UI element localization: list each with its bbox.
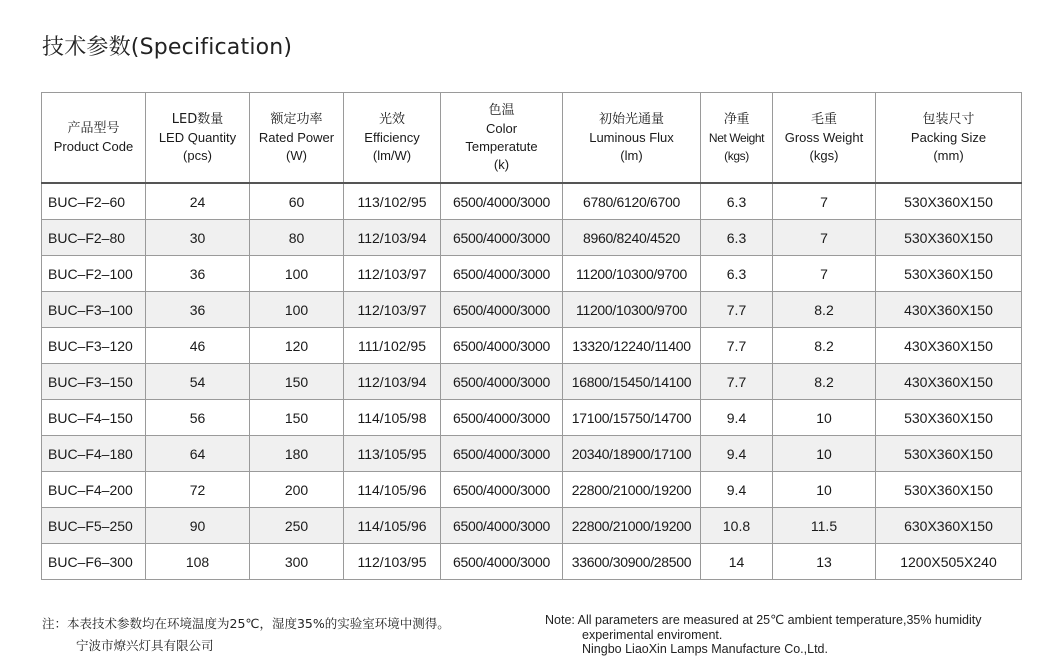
english-note-line1: Note: All parameters are measured at 25℃ ambient temperature,35% humidity: [545, 613, 982, 627]
cell-luminous-flux: 11200/10300/9700: [563, 256, 701, 292]
cell-rated-power: 150: [250, 364, 344, 400]
header-led-quantity: LED数量 LED Quantity (pcs): [146, 93, 250, 184]
cell-packing-size: 430X360X150: [876, 364, 1022, 400]
cell-product-code: BUC–F4–150: [42, 400, 146, 436]
cell-packing-size: 630X360X150: [876, 508, 1022, 544]
table-row: [42, 508, 1022, 544]
chinese-note: [42, 613, 450, 657]
cell-gross-weight: 7: [773, 220, 876, 256]
cell-net-weight: 6.3: [701, 183, 773, 220]
cell-gross-weight: 11.5: [773, 508, 876, 544]
cell-rated-power: 80: [250, 220, 344, 256]
cell-led-quantity: 72: [146, 472, 250, 508]
cell-color-temperature: 6500/4000/3000: [441, 544, 563, 580]
cell-packing-size: 430X360X150: [876, 292, 1022, 328]
cell-product-code: BUC–F2–60: [42, 183, 146, 220]
cell-led-quantity: 108: [146, 544, 250, 580]
cell-net-weight: 10.8: [701, 508, 773, 544]
cell-efficiency: 112/103/94: [344, 220, 441, 256]
cell-color-temperature: 6500/4000/3000: [441, 328, 563, 364]
cell-efficiency: 112/103/94: [344, 364, 441, 400]
cell-net-weight: 7.7: [701, 292, 773, 328]
cell-led-quantity: 90: [146, 508, 250, 544]
cell-rated-power: 100: [250, 292, 344, 328]
cell-net-weight: 7.7: [701, 328, 773, 364]
cell-led-quantity: 64: [146, 436, 250, 472]
cell-product-code: BUC–F3–100: [42, 292, 146, 328]
cell-gross-weight: 7: [773, 256, 876, 292]
cell-efficiency: 111/102/95: [344, 328, 441, 364]
english-note-line2: experimental enviroment.: [582, 627, 723, 642]
cell-gross-weight: 10: [773, 472, 876, 508]
cell-packing-size: 530X360X150: [876, 472, 1022, 508]
table-row: [42, 436, 1022, 472]
cell-packing-size: 530X360X150: [876, 436, 1022, 472]
cell-luminous-flux: 16800/15450/14100: [563, 364, 701, 400]
specification-table: [41, 92, 1022, 580]
header-net-weight: 净重 Net Weight (kgs): [701, 93, 773, 184]
cell-net-weight: 6.3: [701, 220, 773, 256]
cell-luminous-flux: 13320/12240/11400: [563, 328, 701, 364]
cell-gross-weight: 7: [773, 183, 876, 220]
header-rated-power: 额定功率 Rated Power (W): [250, 93, 344, 184]
cell-color-temperature: 6500/4000/3000: [441, 220, 563, 256]
cell-net-weight: 7.7: [701, 364, 773, 400]
cell-gross-weight: 10: [773, 400, 876, 436]
cell-packing-size: 530X360X150: [876, 183, 1022, 220]
cell-efficiency: 112/103/95: [344, 544, 441, 580]
table-body: [42, 183, 1022, 580]
cell-net-weight: 9.4: [701, 436, 773, 472]
cell-gross-weight: 8.2: [773, 328, 876, 364]
cell-led-quantity: 36: [146, 256, 250, 292]
cell-led-quantity: 54: [146, 364, 250, 400]
cell-luminous-flux: 22800/21000/19200: [563, 472, 701, 508]
cell-product-code: BUC–F3–120: [42, 328, 146, 364]
cell-efficiency: 113/102/95: [344, 183, 441, 220]
cell-rated-power: 300: [250, 544, 344, 580]
cell-color-temperature: 6500/4000/3000: [441, 436, 563, 472]
header-gross-weight: 毛重 Gross Weight (kgs): [773, 93, 876, 184]
table-header-row: [42, 93, 1022, 184]
cell-net-weight: 9.4: [701, 400, 773, 436]
table-row: [42, 472, 1022, 508]
cell-gross-weight: 8.2: [773, 292, 876, 328]
cell-packing-size: 430X360X150: [876, 328, 1022, 364]
table-row: [42, 364, 1022, 400]
cell-rated-power: 100: [250, 256, 344, 292]
table-row: [42, 183, 1022, 220]
cell-luminous-flux: 20340/18900/17100: [563, 436, 701, 472]
cell-led-quantity: 46: [146, 328, 250, 364]
cell-rated-power: 60: [250, 183, 344, 220]
cell-rated-power: 150: [250, 400, 344, 436]
english-note: [545, 613, 981, 657]
cell-luminous-flux: 6780/6120/6700: [563, 183, 701, 220]
cell-luminous-flux: 22800/21000/19200: [563, 508, 701, 544]
table-row: [42, 328, 1022, 364]
cell-color-temperature: 6500/4000/3000: [441, 400, 563, 436]
table-row: [42, 400, 1022, 436]
cell-net-weight: 14: [701, 544, 773, 580]
cell-efficiency: 113/105/95: [344, 436, 441, 472]
cell-rated-power: 180: [250, 436, 344, 472]
header-luminous-flux: 初始光通量 Luminous Flux (lm): [563, 93, 701, 184]
cell-efficiency: 114/105/98: [344, 400, 441, 436]
english-company-name: Ningbo LiaoXin Lamps Manufacture Co.,Ltd.: [582, 642, 828, 656]
cell-rated-power: 250: [250, 508, 344, 544]
table-row: [42, 256, 1022, 292]
table-row: [42, 220, 1022, 256]
cell-product-code: BUC–F6–300: [42, 544, 146, 580]
header-efficiency: 光效 Efficiency (lm/W): [344, 93, 441, 184]
cell-color-temperature: 6500/4000/3000: [441, 472, 563, 508]
cell-product-code: BUC–F2–100: [42, 256, 146, 292]
table-row: [42, 292, 1022, 328]
cell-color-temperature: 6500/4000/3000: [441, 256, 563, 292]
cell-luminous-flux: 11200/10300/9700: [563, 292, 701, 328]
cell-rated-power: 120: [250, 328, 344, 364]
cell-packing-size: 1200X505X240: [876, 544, 1022, 580]
cell-efficiency: 114/105/96: [344, 508, 441, 544]
cell-net-weight: 6.3: [701, 256, 773, 292]
cell-led-quantity: 36: [146, 292, 250, 328]
cell-color-temperature: 6500/4000/3000: [441, 183, 563, 220]
cell-luminous-flux: 33600/30900/28500: [563, 544, 701, 580]
cell-efficiency: 112/103/97: [344, 292, 441, 328]
cell-led-quantity: 30: [146, 220, 250, 256]
chinese-note-text: 注：本表技术参数均在环境温度为25℃，湿度35%的实验室环境中测得。: [42, 616, 450, 631]
page-title: 技术参数(Specification): [42, 35, 293, 60]
cell-product-code: BUC–F4–200: [42, 472, 146, 508]
cell-gross-weight: 10: [773, 436, 876, 472]
cell-product-code: BUC–F5–250: [42, 508, 146, 544]
cell-color-temperature: 6500/4000/3000: [441, 292, 563, 328]
cell-rated-power: 200: [250, 472, 344, 508]
cell-gross-weight: 8.2: [773, 364, 876, 400]
cell-color-temperature: 6500/4000/3000: [441, 364, 563, 400]
cell-packing-size: 530X360X150: [876, 220, 1022, 256]
cell-led-quantity: 24: [146, 183, 250, 220]
cell-product-code: BUC–F4–180: [42, 436, 146, 472]
cell-product-code: BUC–F3–150: [42, 364, 146, 400]
cell-luminous-flux: 17100/15750/14700: [563, 400, 701, 436]
cell-efficiency: 112/103/97: [344, 256, 441, 292]
cell-product-code: BUC–F2–80: [42, 220, 146, 256]
cell-color-temperature: 6500/4000/3000: [441, 508, 563, 544]
header-color-temperature: 色温 Color Temperatute (k): [441, 93, 563, 184]
cell-efficiency: 114/105/96: [344, 472, 441, 508]
table-row: [42, 544, 1022, 580]
cell-packing-size: 530X360X150: [876, 400, 1022, 436]
chinese-company-name: 宁波市燎兴灯具有限公司: [76, 638, 214, 653]
header-product-code: 产品型号 Product Code: [42, 93, 146, 184]
cell-gross-weight: 13: [773, 544, 876, 580]
header-packing-size: 包装尺寸 Packing Size (mm): [876, 93, 1022, 184]
cell-luminous-flux: 8960/8240/4520: [563, 220, 701, 256]
cell-packing-size: 530X360X150: [876, 256, 1022, 292]
cell-led-quantity: 56: [146, 400, 250, 436]
cell-net-weight: 9.4: [701, 472, 773, 508]
